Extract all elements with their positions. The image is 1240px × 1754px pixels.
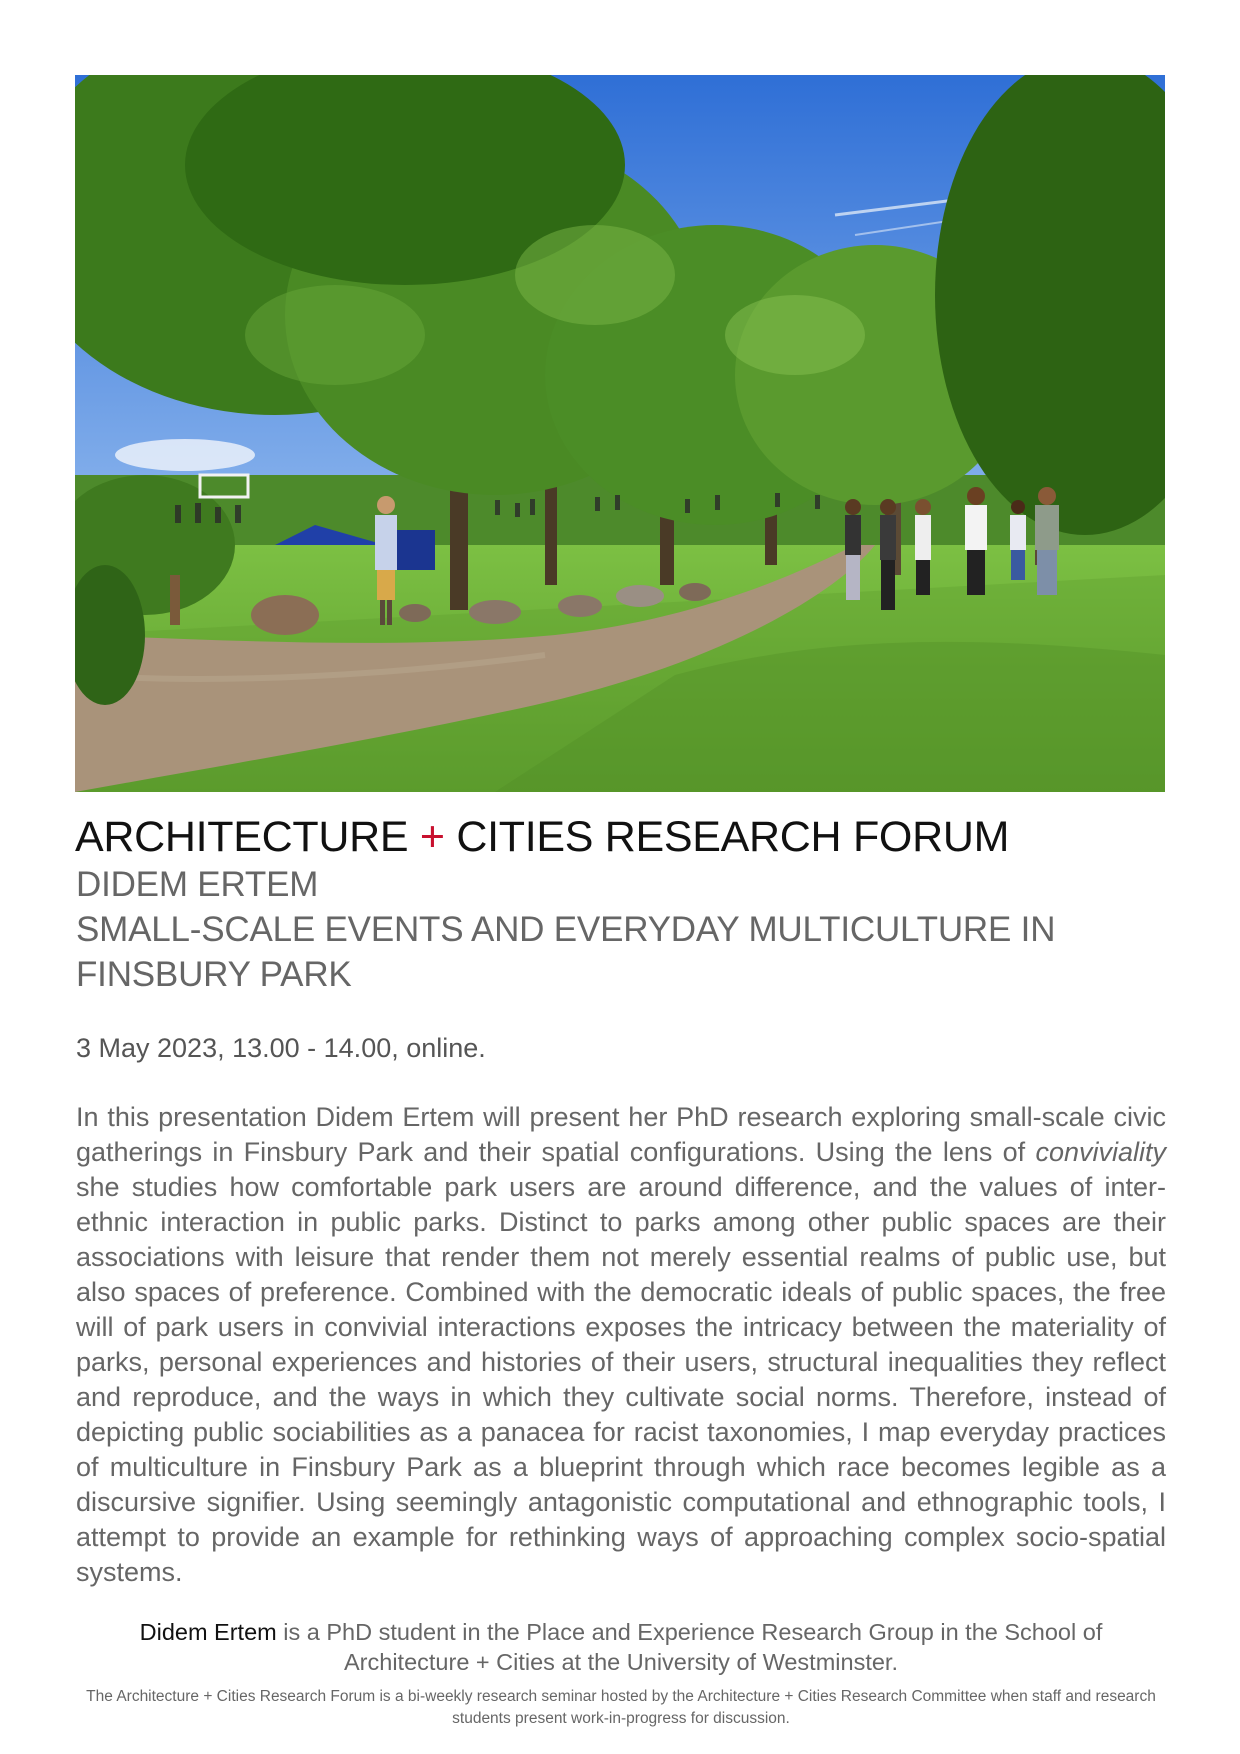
park-photo (75, 75, 1165, 792)
bio-name: Didem Ertem (139, 1619, 277, 1645)
heading-part-cities: CITIES RESEARCH FORUM (444, 813, 1010, 861)
abstract-emphasis: conviviality (1035, 1137, 1166, 1167)
park-illustration (75, 75, 1165, 792)
heading-part-architecture: ARCHITECTURE (75, 813, 420, 861)
bio-text: is a PhD student in the Place and Experience Research Group in the School of Architecture + Cities at the University of Westminster. (276, 1619, 1103, 1675)
heading-plus: + (419, 813, 445, 861)
talk-title-line-1: SMALL-SCALE EVENTS AND EVERYDAY MULTICULTURE IN (76, 910, 1056, 949)
abstract-intro: In this presentation Didem Ertem will present her PhD research exploring small-scale civic gatherings in Finsbury Park and their spatial configurations. Using the lens of (76, 1102, 1166, 1167)
talk-title-line-2: FINSBURY PARK (76, 955, 352, 994)
event-date: 3 May 2023, 13.00 - 14.00, online. (76, 1033, 486, 1063)
speaker-bio (76, 1617, 1166, 1677)
talk-subheading (76, 862, 1176, 997)
abstract (76, 1100, 1166, 1590)
forum-description-footer: The Architecture + Cities Research Forum is a bi-weekly research seminar hosted by the Architecture + Cities Research Committee when staff and research students present work-in-progress for discussion. (86, 1688, 1156, 1727)
forum-heading (75, 813, 1175, 861)
speaker-name: DIDEM ERTEM (76, 865, 319, 904)
abstract-body: she studies how comfortable park users are around difference, and the values of inter-ethnic interaction in public parks. Distinct to parks among other public spaces are their associations with leisure that render them not merely essential realms of public use, but also spaces of preference. Combined with the democratic ideals of public spaces, the free will of park users in convivial interactions exposes the intricacy between the materiality of parks, personal experiences and histories of their users, structural inequalities they reflect and reproduce, and the ways in which they cultivate social norms. Therefore, instead of depicting public sociabilities as a panacea for racist taxonomies, I map everyday practices of multiculture in Finsbury Park as a blueprint through which race becomes legible as a discursive signifier. Using seemingly antagonistic computational and ethnographic tools, I attempt to provide an example for rethinking ways of approaching complex socio-spatial systems. (76, 1172, 1166, 1587)
